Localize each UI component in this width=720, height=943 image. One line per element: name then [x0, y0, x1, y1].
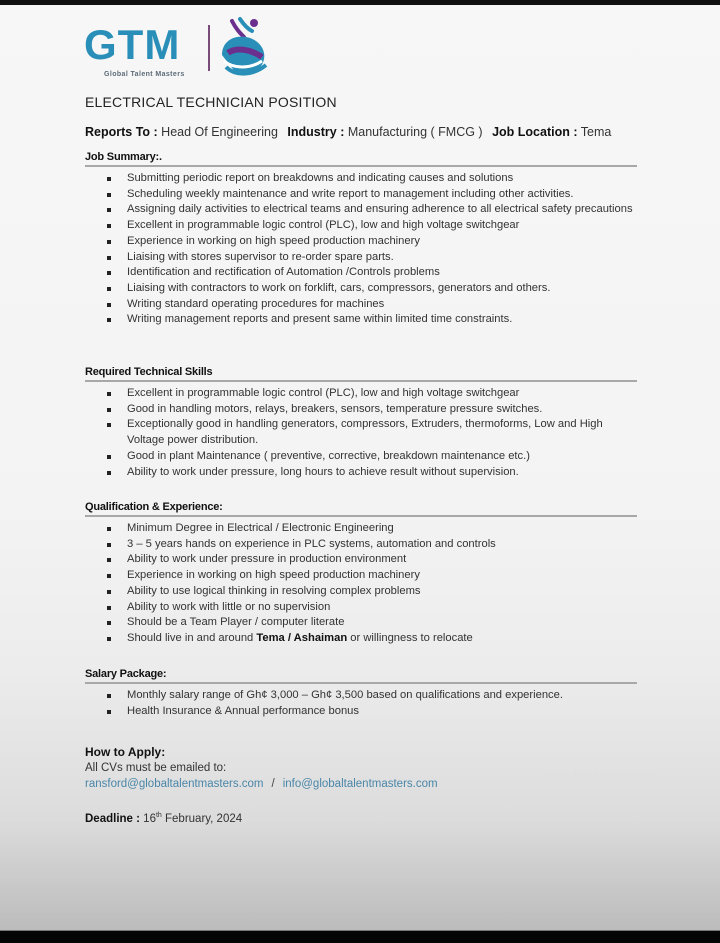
location-text-before: Should live in and around — [127, 631, 257, 644]
section-heading: Job Summary:. — [85, 151, 637, 167]
job-meta — [85, 125, 611, 139]
gtm-logo — [84, 15, 274, 83]
email-separator: / — [271, 778, 275, 790]
list-item: Writing standard operating procedures for machines — [85, 297, 637, 313]
logo-globe-icon — [214, 15, 270, 81]
list-item: Experience in working on high speed production machinery — [85, 568, 637, 584]
section-heading: Salary Package: — [85, 668, 637, 684]
list-item: Health Insurance & Annual performance bonus — [85, 704, 637, 720]
list-item: Submitting periodic report on breakdowns and indicating causes and solutions — [85, 171, 637, 187]
apply-heading: How to Apply: — [85, 745, 166, 759]
list-item: Liaising with contractors to work on forklift, cars, compressors, generators and others. — [85, 281, 637, 297]
list-item: Liaising with stores supervisor to re-order spare parts. — [85, 250, 637, 266]
section-heading: Required Technical Skills — [85, 366, 637, 382]
section-heading: Qualification & Experience: — [85, 501, 637, 517]
apply-instruction: All CVs must be emailed to: — [85, 762, 227, 774]
logo-brand: GTM — [84, 21, 181, 68]
list-item: Scheduling weekly maintenance and write report to management including other activities. — [85, 187, 637, 203]
list-item: Ability to work under pressure in production environment — [85, 552, 637, 568]
list-item: Should be a Team Player / computer literate — [85, 615, 637, 631]
list-item: Minimum Degree in Electrical / Electronic Engineering — [85, 521, 637, 537]
list-item: Ability to use logical thinking in resolving complex problems — [85, 584, 637, 600]
list-item: 3 – 5 years hands on experience in PLC systems, automation and controls — [85, 537, 637, 553]
list-item: Excellent in programmable logic control (PLC), low and high voltage switchgear — [85, 386, 637, 402]
email-links — [85, 778, 505, 790]
section-qualification — [85, 501, 637, 647]
section-salary — [85, 668, 637, 719]
list-item: Identification and rectification of Automation /Controls problems — [85, 265, 637, 281]
email-link-info[interactable]: info@globaltalentmasters.com — [282, 778, 438, 790]
how-to-apply — [85, 745, 505, 825]
location-value: Tema — [580, 125, 612, 139]
list-item: Monthly salary range of Gh¢ 3,000 – Gh¢ 3,500 based on qualifications and experience. — [85, 688, 637, 704]
list-item: Good in plant Maintenance ( preventive, corrective, breakdown maintenance etc.) — [85, 449, 637, 465]
industry-value: Manufacturing ( FMCG ) — [347, 125, 483, 139]
deadline-rest: February, 2024 — [161, 812, 243, 825]
list-item: Ability to work with little or no supervision — [85, 600, 637, 616]
bottom-frame-bar — [0, 930, 720, 943]
logo-tagline: Global Talent Masters — [104, 71, 185, 78]
deadline-day-suffix: th — [155, 812, 162, 819]
qualification-list — [85, 521, 637, 647]
salary-list — [85, 688, 637, 719]
deadline-label: Deadline : — [85, 812, 140, 825]
list-item-location — [85, 631, 637, 647]
tiktok-icon: ♪ — [525, 767, 534, 786]
location-bold: Tema / Ashaiman — [256, 631, 348, 644]
job-summary-list — [85, 171, 637, 328]
industry-label: Industry : — [287, 125, 345, 139]
list-item: Excellent in programmable logic control (PLC), low and high voltage switchgear — [85, 218, 637, 234]
section-technical-skills — [85, 366, 637, 480]
reports-to-value: Head Of Engineering — [161, 125, 278, 139]
watermark — [525, 767, 659, 787]
list-item: Assigning daily activities to electrical teams and ensuring adherence to all electrical safety precautions — [85, 202, 637, 218]
logo-divider — [208, 25, 210, 71]
job-title: ELECTRICAL TECHNICIAN POSITION — [85, 94, 337, 110]
email-link-ransford[interactable]: ransford@globaltalentmasters.com — [85, 778, 264, 790]
location-label: Job Location : — [492, 125, 578, 139]
reports-to-label: Reports To : — [85, 125, 158, 139]
list-item: Good in handling motors, relays, breakers, sensors, temperature pressure switches. — [85, 402, 637, 418]
watermark-handle: @jobsleright1 — [539, 767, 659, 786]
technical-skills-list — [85, 386, 637, 480]
list-item: Experience in working on high speed production machinery — [85, 234, 637, 250]
job-flyer — [0, 5, 720, 930]
list-item: Exceptionally good in handling generators, compressors, Extruders, thermoforms, Low and High Voltage power distribution. — [85, 417, 637, 448]
section-job-summary — [85, 151, 637, 328]
location-text-after: or willingness to relocate — [347, 631, 473, 644]
deadline — [85, 812, 505, 825]
list-item: Ability to work under pressure, long hours to achieve result without supervision. — [85, 465, 637, 481]
list-item: Writing management reports and present same within limited time constraints. — [85, 312, 637, 328]
deadline-day: 16 — [143, 812, 156, 825]
